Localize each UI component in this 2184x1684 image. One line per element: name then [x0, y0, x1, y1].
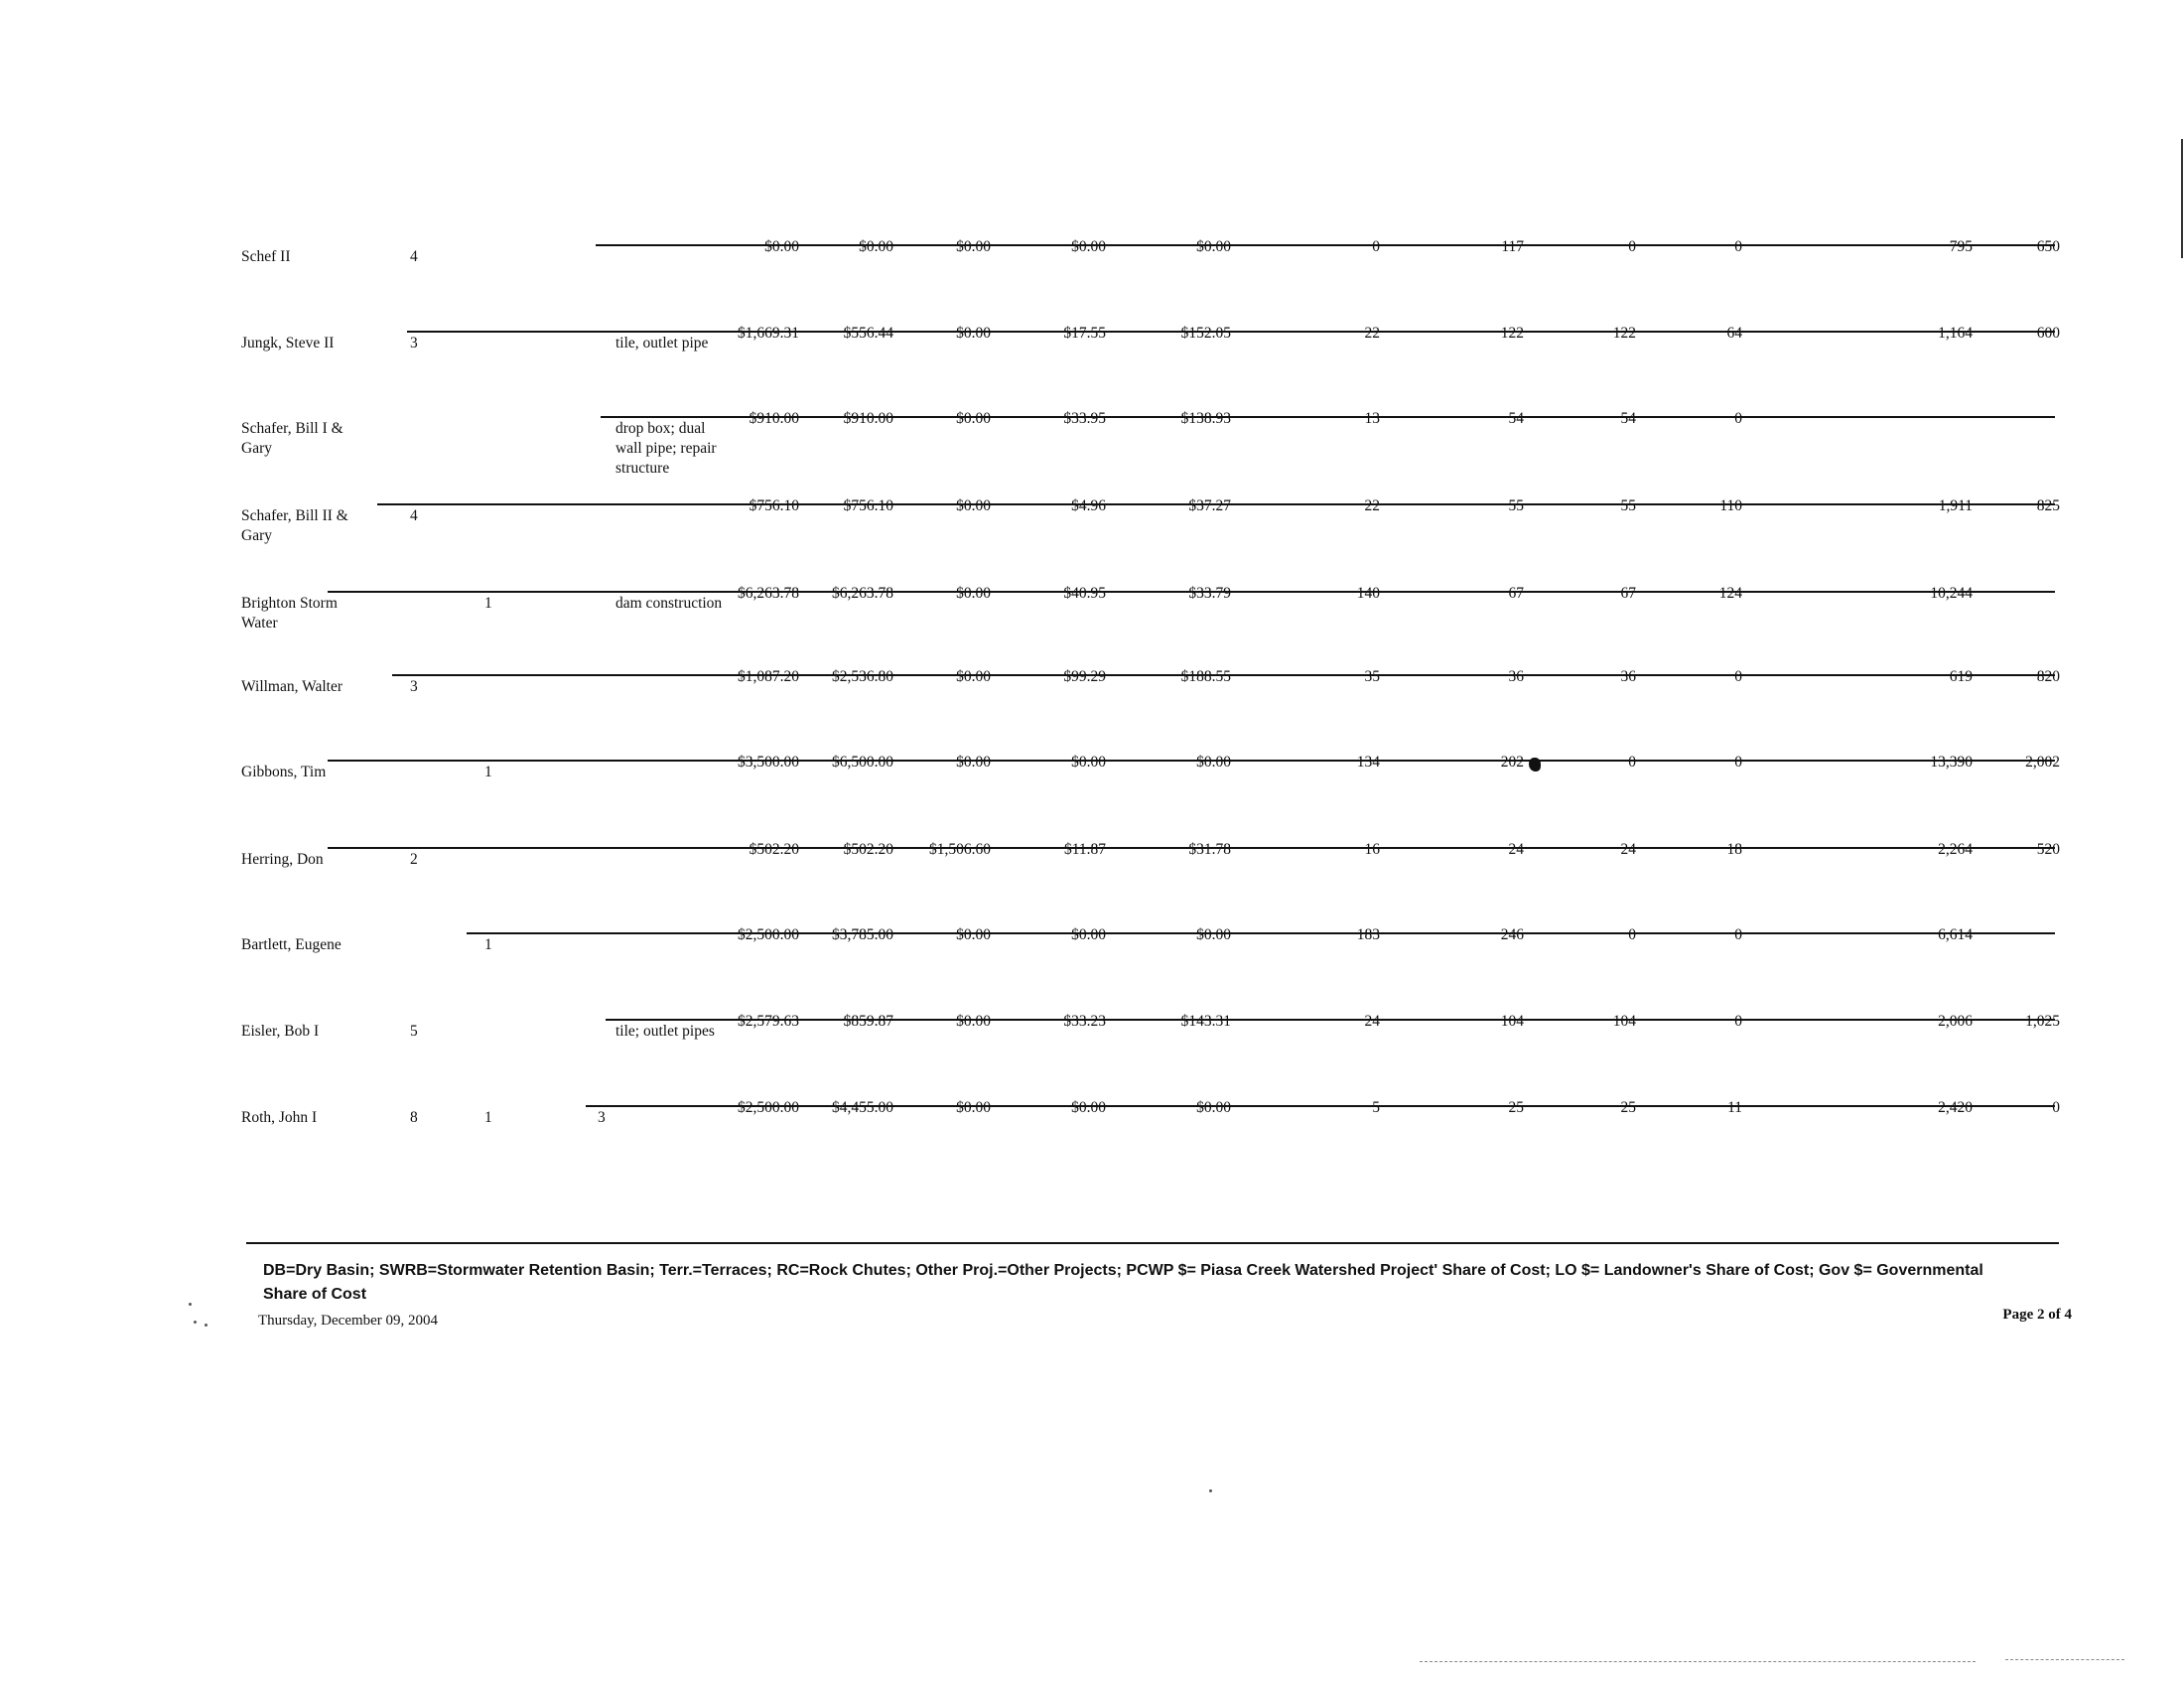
cell-amt1: $2,500.00 — [738, 1099, 799, 1116]
cell-n4: 0 — [1734, 668, 1742, 685]
cell-amt1: $3,500.00 — [738, 754, 799, 771]
cell-amt4: $4.96 — [1071, 497, 1106, 514]
cell-amt2: $859.87 — [843, 1013, 893, 1030]
cell-amt5: $37.27 — [1188, 497, 1231, 514]
cell-n4: 64 — [1726, 325, 1742, 342]
cell-amt4: $33.95 — [1063, 410, 1106, 427]
cell-n3: 54 — [1620, 410, 1636, 427]
cell-n2: 24 — [1508, 841, 1524, 858]
cell-n6: 520 — [2036, 841, 2060, 858]
cell-desc: tile, outlet pipe — [615, 335, 709, 351]
cell-amt2: $2,536.80 — [832, 668, 893, 685]
cell-n6: 1,025 — [2025, 1013, 2060, 1030]
cell-n6: 2,002 — [2025, 754, 2060, 771]
cell-desc: drop box; dual wall pipe; repair structure — [615, 420, 717, 477]
cell-amt5: $0.00 — [1196, 238, 1231, 255]
cell-n1: 35 — [1364, 668, 1380, 685]
cell-amt4: $99.29 — [1063, 668, 1106, 685]
cell-n5: 795 — [1949, 238, 1973, 255]
cell-n4: 18 — [1726, 841, 1742, 858]
cell-n2: 117 — [1501, 238, 1524, 255]
cell-amt3: $0.00 — [956, 410, 991, 427]
cell-n3: 104 — [1612, 1013, 1636, 1030]
cell-amt3: $0.00 — [956, 926, 991, 943]
cell-n3: 0 — [1628, 238, 1636, 255]
cell-amt5: $143.31 — [1180, 1013, 1231, 1030]
cell-n3: 55 — [1620, 497, 1636, 514]
cell-amt1: $2,500.00 — [738, 926, 799, 943]
cell-name: Schafer, Bill II & Gary — [241, 507, 348, 544]
cell-n1: 183 — [1356, 926, 1380, 943]
cell-n4: 0 — [1734, 410, 1742, 427]
cell-n2: 246 — [1500, 926, 1524, 943]
row-rule — [467, 932, 2055, 934]
cell-n2: 36 — [1508, 668, 1524, 685]
scan-speck — [194, 1321, 197, 1324]
cell-c2: 1 — [484, 764, 492, 780]
scan-speck — [189, 1303, 192, 1306]
cell-c1: 4 — [410, 507, 418, 524]
cell-amt1: $910.00 — [749, 410, 799, 427]
cell-n5: 2,264 — [1938, 841, 1973, 858]
cell-amt2: $6,263.78 — [832, 585, 893, 602]
cell-amt3: $0.00 — [956, 585, 991, 602]
cell-amt4: $11.87 — [1063, 841, 1106, 858]
cell-c1: 5 — [410, 1023, 418, 1040]
cell-c1: 3 — [410, 335, 418, 351]
cell-amt5: $33.79 — [1188, 585, 1231, 602]
cell-n3: 122 — [1612, 325, 1636, 342]
scan-edge-mark — [2181, 139, 2183, 258]
cell-name: Brighton Storm Water — [241, 595, 338, 632]
cell-n4: 110 — [1719, 497, 1742, 514]
row-rule — [407, 331, 2055, 333]
cell-n4: 0 — [1734, 926, 1742, 943]
cell-desc: tile; outlet pipes — [615, 1023, 715, 1040]
cell-amt1: $1,087.20 — [738, 668, 799, 685]
cell-n1: 5 — [1372, 1099, 1380, 1116]
cell-amt3: $0.00 — [956, 238, 991, 255]
cell-amt3: $1,506.60 — [929, 841, 991, 858]
cell-c2: 1 — [484, 936, 492, 953]
cell-amt5: $0.00 — [1196, 1099, 1231, 1116]
cell-amt5: $188.55 — [1180, 668, 1231, 685]
cell-amt2: $3,785.00 — [832, 926, 893, 943]
cell-amt5: $31.78 — [1188, 841, 1231, 858]
cell-amt1: $1,669.31 — [738, 325, 799, 342]
cell-name: Bartlett, Eugene — [241, 936, 341, 953]
cell-n1: 16 — [1364, 841, 1380, 858]
cell-n5: 619 — [1949, 668, 1973, 685]
cell-amt3: $0.00 — [956, 325, 991, 342]
cell-n5: 6,614 — [1938, 926, 1973, 943]
cell-amt3: $0.00 — [956, 1013, 991, 1030]
cell-n2: 67 — [1508, 585, 1524, 602]
cell-c1: 4 — [410, 248, 418, 265]
scan-speck — [205, 1324, 207, 1327]
cell-name: Schef II — [241, 248, 291, 265]
cell-amt3: $0.00 — [956, 754, 991, 771]
cell-n5: 1,164 — [1938, 325, 1973, 342]
cell-amt5: $138.93 — [1180, 410, 1231, 427]
cell-name: Eisler, Bob I — [241, 1023, 320, 1040]
cell-n2: 104 — [1500, 1013, 1524, 1030]
cell-n6: 0 — [2052, 1099, 2060, 1116]
cell-n4: 0 — [1734, 1013, 1742, 1030]
cell-n6: 825 — [2036, 497, 2060, 514]
page-number: Page 2 of 4 — [2002, 1307, 2072, 1323]
cell-amt4: $0.00 — [1071, 926, 1106, 943]
cell-n4: 124 — [1718, 585, 1742, 602]
cell-amt2: $756.10 — [843, 497, 893, 514]
cell-n6: 600 — [2036, 325, 2060, 342]
cell-n3: 0 — [1628, 926, 1636, 943]
cell-n1: 0 — [1372, 238, 1380, 255]
cell-amt2: $556.44 — [843, 325, 893, 342]
cell-amt4: $40.95 — [1063, 585, 1106, 602]
cell-amt1: $0.00 — [764, 238, 799, 255]
cell-n2: 202 — [1500, 754, 1524, 771]
cell-name: Schafer, Bill I & Gary — [241, 420, 343, 457]
scan-speck — [1209, 1489, 1212, 1492]
cell-amt4: $0.00 — [1071, 238, 1106, 255]
cell-n2: 55 — [1508, 497, 1524, 514]
cell-c2: 1 — [484, 1109, 492, 1126]
cell-name: Herring, Don — [241, 851, 324, 868]
cell-c1: 2 — [410, 851, 418, 868]
cell-n1: 13 — [1364, 410, 1380, 427]
cell-n6: 650 — [2036, 238, 2060, 255]
cell-n5: 13,390 — [1930, 754, 1973, 771]
cell-amt2: $4,455.00 — [832, 1099, 893, 1116]
cell-n1: 140 — [1356, 585, 1380, 602]
cell-n1: 22 — [1364, 325, 1380, 342]
cell-c1: 3 — [410, 678, 418, 695]
cell-amt4: $33.23 — [1063, 1013, 1106, 1030]
cell-amt1: $6,263.78 — [738, 585, 799, 602]
footer-date: Thursday, December 09, 2004 — [258, 1313, 439, 1329]
cell-amt4: $17.55 — [1063, 325, 1106, 342]
cell-n4: 0 — [1734, 238, 1742, 255]
cell-n3: 36 — [1620, 668, 1636, 685]
cell-n1: 22 — [1364, 497, 1380, 514]
cell-amt1: $756.10 — [749, 497, 799, 514]
cell-c2: 1 — [484, 595, 492, 612]
cell-n1: 134 — [1356, 754, 1380, 771]
cell-n4: 11 — [1727, 1099, 1742, 1116]
cell-amt5: $0.00 — [1196, 754, 1231, 771]
cell-n5: 10,244 — [1930, 585, 1973, 602]
cell-n2: 25 — [1508, 1099, 1524, 1116]
cell-amt3: $0.00 — [956, 668, 991, 685]
cell-amt2: $502.20 — [843, 841, 893, 858]
legend-text: DB=Dry Basin; SWRB=Stormwater Retention Basin; Terr.=Terraces; RC=Rock Chutes; Other Proj.=Other Projects; PCWP $= Piasa Creek Watershed Project' Share of Cost; LO $= Landowner's Share of Cost; Gov $= Governmental Share of Cost — [263, 1262, 1983, 1303]
cell-n3: 67 — [1620, 585, 1636, 602]
cell-amt2: $910.00 — [843, 410, 893, 427]
cell-n3: 24 — [1620, 841, 1636, 858]
cell-amt5: $0.00 — [1196, 926, 1231, 943]
cell-amt4: $0.00 — [1071, 1099, 1106, 1116]
cell-name: Jungk, Steve II — [241, 335, 335, 351]
cell-n4: 0 — [1734, 754, 1742, 771]
cell-n3: 0 — [1628, 754, 1636, 771]
cell-amt1: $2,579.63 — [738, 1013, 799, 1030]
cell-amt2: $6,500.00 — [832, 754, 893, 771]
cell-desc: dam construction — [615, 595, 723, 612]
scan-noise-line — [1420, 1661, 1976, 1662]
cell-amt4: $0.00 — [1071, 754, 1106, 771]
cell-n1: 24 — [1364, 1013, 1380, 1030]
cell-c1: 8 — [410, 1109, 418, 1126]
cell-name: Gibbons, Tim — [241, 764, 327, 780]
cell-n5: 1,911 — [1938, 497, 1973, 514]
cell-amt5: $152.05 — [1180, 325, 1231, 342]
cell-n2: 54 — [1508, 410, 1524, 427]
legend-divider — [246, 1242, 2059, 1244]
cell-amt3: $0.00 — [956, 497, 991, 514]
ink-blot — [1529, 758, 1541, 772]
cell-name: Roth, John I — [241, 1109, 318, 1126]
cell-amt2: $0.00 — [859, 238, 893, 255]
cell-n6: 820 — [2036, 668, 2060, 685]
cell-n3: 25 — [1620, 1099, 1636, 1116]
cell-n5: 2,006 — [1938, 1013, 1973, 1030]
cell-amt1: $502.20 — [749, 841, 799, 858]
scan-noise-line — [2005, 1659, 2124, 1660]
cell-amt3: $0.00 — [956, 1099, 991, 1116]
cell-c3: 3 — [598, 1109, 606, 1126]
cell-n2: 122 — [1500, 325, 1524, 342]
cell-name: Willman, Walter — [241, 678, 343, 695]
cell-n5: 2,420 — [1938, 1099, 1973, 1116]
